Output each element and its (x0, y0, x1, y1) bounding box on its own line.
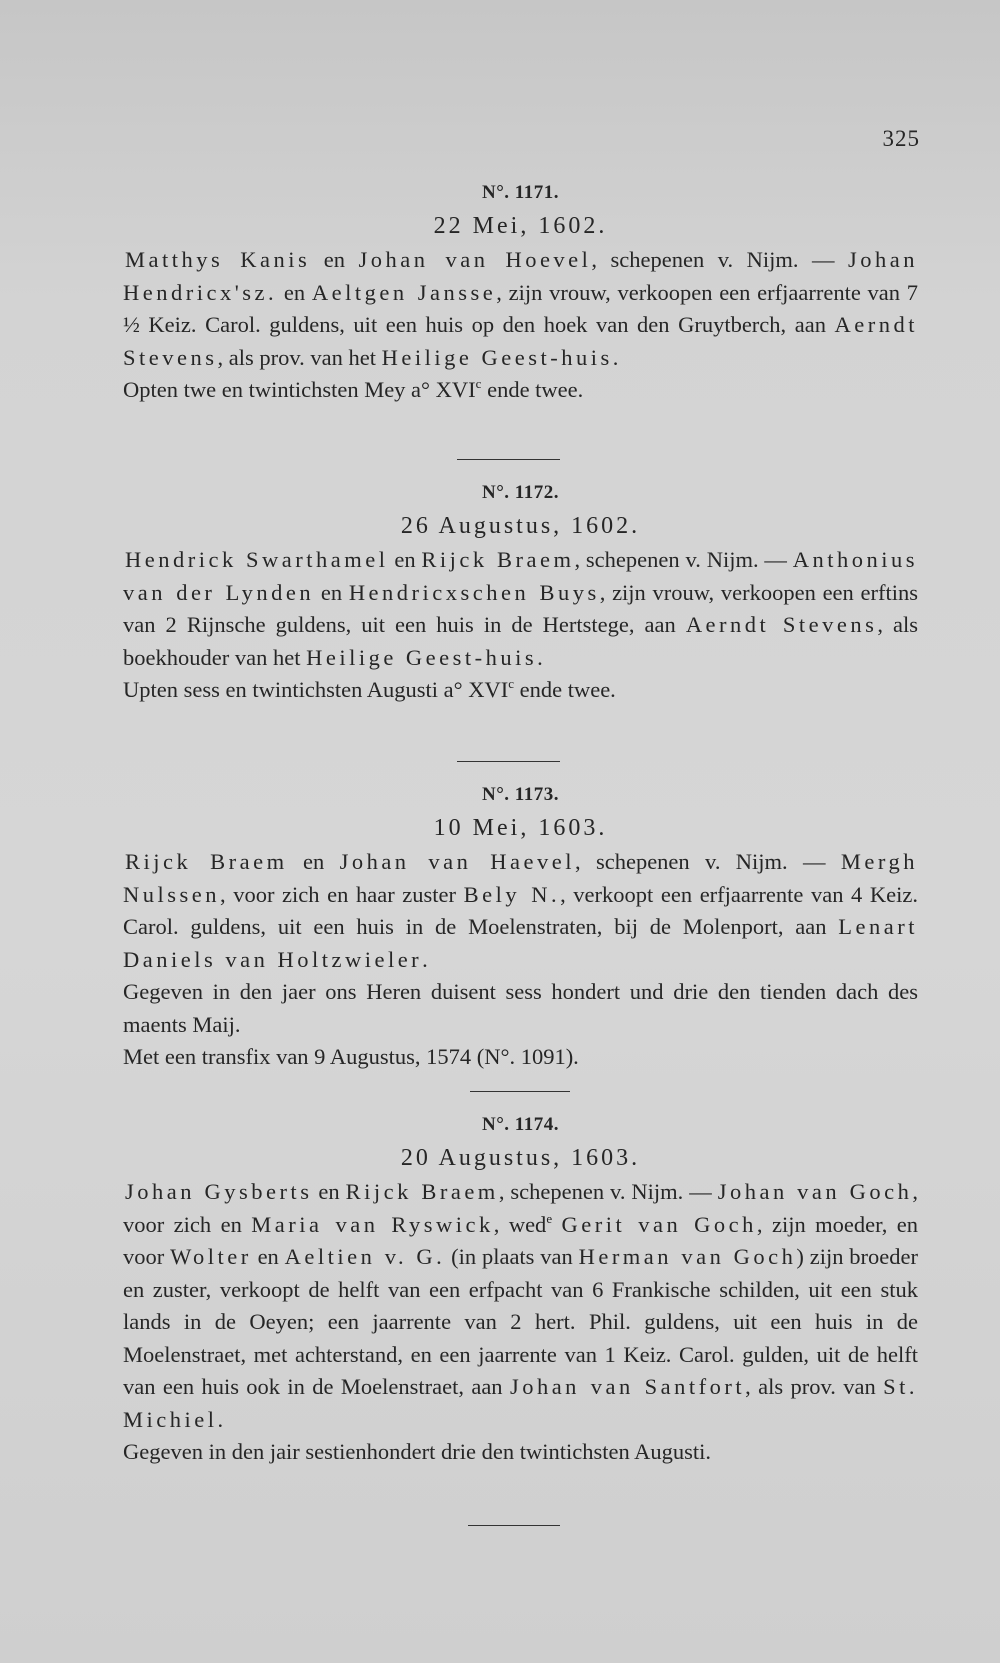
entry-text (123, 1176, 918, 1469)
section-divider (468, 1525, 560, 1526)
text-run: , schepenen v. Nijm. — (574, 547, 793, 572)
name-spaced: Aeltien v. G. (284, 1244, 446, 1269)
text-run: , voor zich en (123, 1179, 918, 1237)
name-spaced: Rijck Braem (125, 849, 288, 874)
name-spaced: Hendrick Swarthamel (125, 547, 389, 572)
name-spaced: Johan Hendricx'sz. (123, 247, 919, 305)
entry-1171 (123, 178, 918, 407)
closing-line (123, 976, 918, 1041)
superscript: e (546, 1210, 553, 1226)
entry-1172 (123, 478, 918, 707)
name-spaced: Aerndt Stevens (123, 312, 918, 370)
text-run: ) zijn broeder en zuster, verkoopt de helft van een erfpacht van 6 Frankische schilden, uit een stuk lands in de Oeyen; een jaarrente van 2 hert. Phil. guldens, uit een huis in de Moelenstraet, met achterstand, en een jaarrente van 1 Keiz. Carol. gulden, uit de helft van een huis ook in de Moelenstraet, aan (123, 1244, 919, 1399)
section-divider (457, 459, 560, 460)
name-spaced: Heilige Geest-huis (306, 644, 538, 670)
closing-line (123, 674, 918, 707)
body-paragraph (123, 846, 918, 976)
text-run: , schepenen v. Nijm. — (591, 247, 849, 272)
name-spaced: Johan van Santfort (509, 1374, 746, 1399)
text-run: en (388, 547, 422, 572)
text-run: en (314, 579, 349, 605)
section-divider (457, 761, 560, 762)
text-run: , verkoopt een erfjaarrente van 4 Keiz. Carol. guldens, uit een huis in de Moelenstraten, bij de Molenport, aan (123, 881, 918, 939)
text-run: Met een transfix van 9 Augustus, 1574 (N°. 1091). (123, 1044, 579, 1069)
entry-date: 22 Mei, 1602. (433, 213, 608, 239)
name-spaced: Rijck Braem (345, 1179, 499, 1204)
entry-text (123, 846, 918, 1074)
text-run: , schepenen v. Nijm. — (498, 1179, 718, 1204)
entry-date: 10 Mei, 1603. (433, 815, 608, 841)
superscript: c (508, 676, 514, 691)
name-spaced: Mergh Nulssen (123, 849, 918, 907)
body-paragraph (123, 244, 918, 374)
text-run: Upten sess en twintichsten Augusti a° XVI (123, 677, 509, 702)
entry-1174 (123, 1110, 918, 1469)
name-spaced: Herman van Goch (578, 1244, 797, 1269)
superscript: c (475, 376, 482, 391)
text-run: , schepenen v. Nijm. — (574, 849, 841, 874)
text-run: en (287, 849, 340, 874)
name-spaced: Bely N. (463, 881, 561, 907)
name-spaced: St. Michiel (123, 1374, 919, 1432)
name-spaced: Aerndt Stevens (685, 612, 878, 637)
entry-number: N°. 1172. (481, 482, 560, 503)
entry-text (123, 244, 918, 407)
name-spaced: Gerit van Goch (561, 1211, 757, 1237)
name-spaced: Anthonius van der Lynden (123, 547, 918, 605)
text-run: en (277, 279, 312, 305)
closing-line (123, 1041, 918, 1074)
body-paragraph (123, 1176, 918, 1436)
name-spaced: Matthys Kanis (125, 247, 311, 272)
entry-date: 26 Augustus, 1602. (400, 513, 641, 539)
entry-number: N°. 1174. (481, 1114, 560, 1135)
page-number: 325 (882, 126, 920, 151)
entry-number: N°. 1171. (481, 182, 560, 203)
text-run: ende twee. (513, 677, 616, 702)
text-run: (in plaats van (445, 1244, 579, 1269)
text-run: . (217, 1406, 224, 1432)
closing-line (123, 1436, 918, 1469)
text-run: Gegeven in den jaer ons Heren duisent sess hondert und drie den tienden dach des maents Maij. (123, 979, 918, 1037)
name-spaced: Johan Gysberts (125, 1179, 313, 1204)
text-run: , wed (493, 1211, 547, 1237)
name-spaced: Heilige Geest-huis (381, 344, 613, 370)
text-run: ende twee. (481, 377, 584, 402)
name-spaced: Aeltgen Jansse (311, 279, 497, 305)
name-spaced: Johan van Hoevel (358, 247, 592, 272)
name-spaced: Rijck Braem (421, 547, 575, 572)
section-divider (470, 1091, 570, 1092)
body-paragraph (123, 544, 918, 674)
name-spaced: Hendricxschen Buys (348, 579, 600, 605)
name-spaced: Johan van Haevel (339, 849, 575, 874)
text-run: , zijn vrouw, verkoopen een erfjaarrente van 7 ½ Keiz. Carol. guldens, uit een huis op den hoek van den Gruytberch, aan (123, 279, 918, 337)
closing-line (123, 374, 918, 407)
text-run: , zijn vrouw, verkoopen een erftins van 2 Rijnsche guldens, uit een huis in de Hertstege, aan (123, 579, 918, 637)
text-run: , voor zich en haar zuster (220, 881, 464, 907)
entry-text (123, 544, 918, 707)
entry-1173 (123, 780, 918, 1074)
text-run: , als prov. van (745, 1374, 884, 1399)
text-run: en (310, 247, 359, 272)
text-run: Gegeven in den jair sestienhondert drie den twintichsten Augusti. (123, 1439, 711, 1464)
name-spaced: Johan van Goch (717, 1179, 913, 1204)
text-run: , zijn moeder, en voor (123, 1211, 919, 1269)
text-run: . (422, 946, 428, 972)
text-run: en (251, 1244, 285, 1269)
text-run: Opten twe en twintichsten Mey a° XVI (123, 377, 476, 402)
text-run: . (537, 644, 543, 670)
text-run: . (612, 344, 619, 370)
entry-number: N°. 1173. (481, 784, 560, 805)
text-run: en (312, 1179, 346, 1204)
name-spaced: Lenart Daniels van Holtzwieler (123, 914, 918, 972)
entry-date: 20 Augustus, 1603. (400, 1145, 641, 1171)
text-run (552, 1212, 561, 1237)
name-spaced: Maria van Ryswick (251, 1211, 494, 1237)
text-run: , als boekhouder van het (123, 612, 918, 670)
text-run: , als prov. van het (217, 344, 382, 370)
name-spaced: Wolter (170, 1244, 252, 1269)
